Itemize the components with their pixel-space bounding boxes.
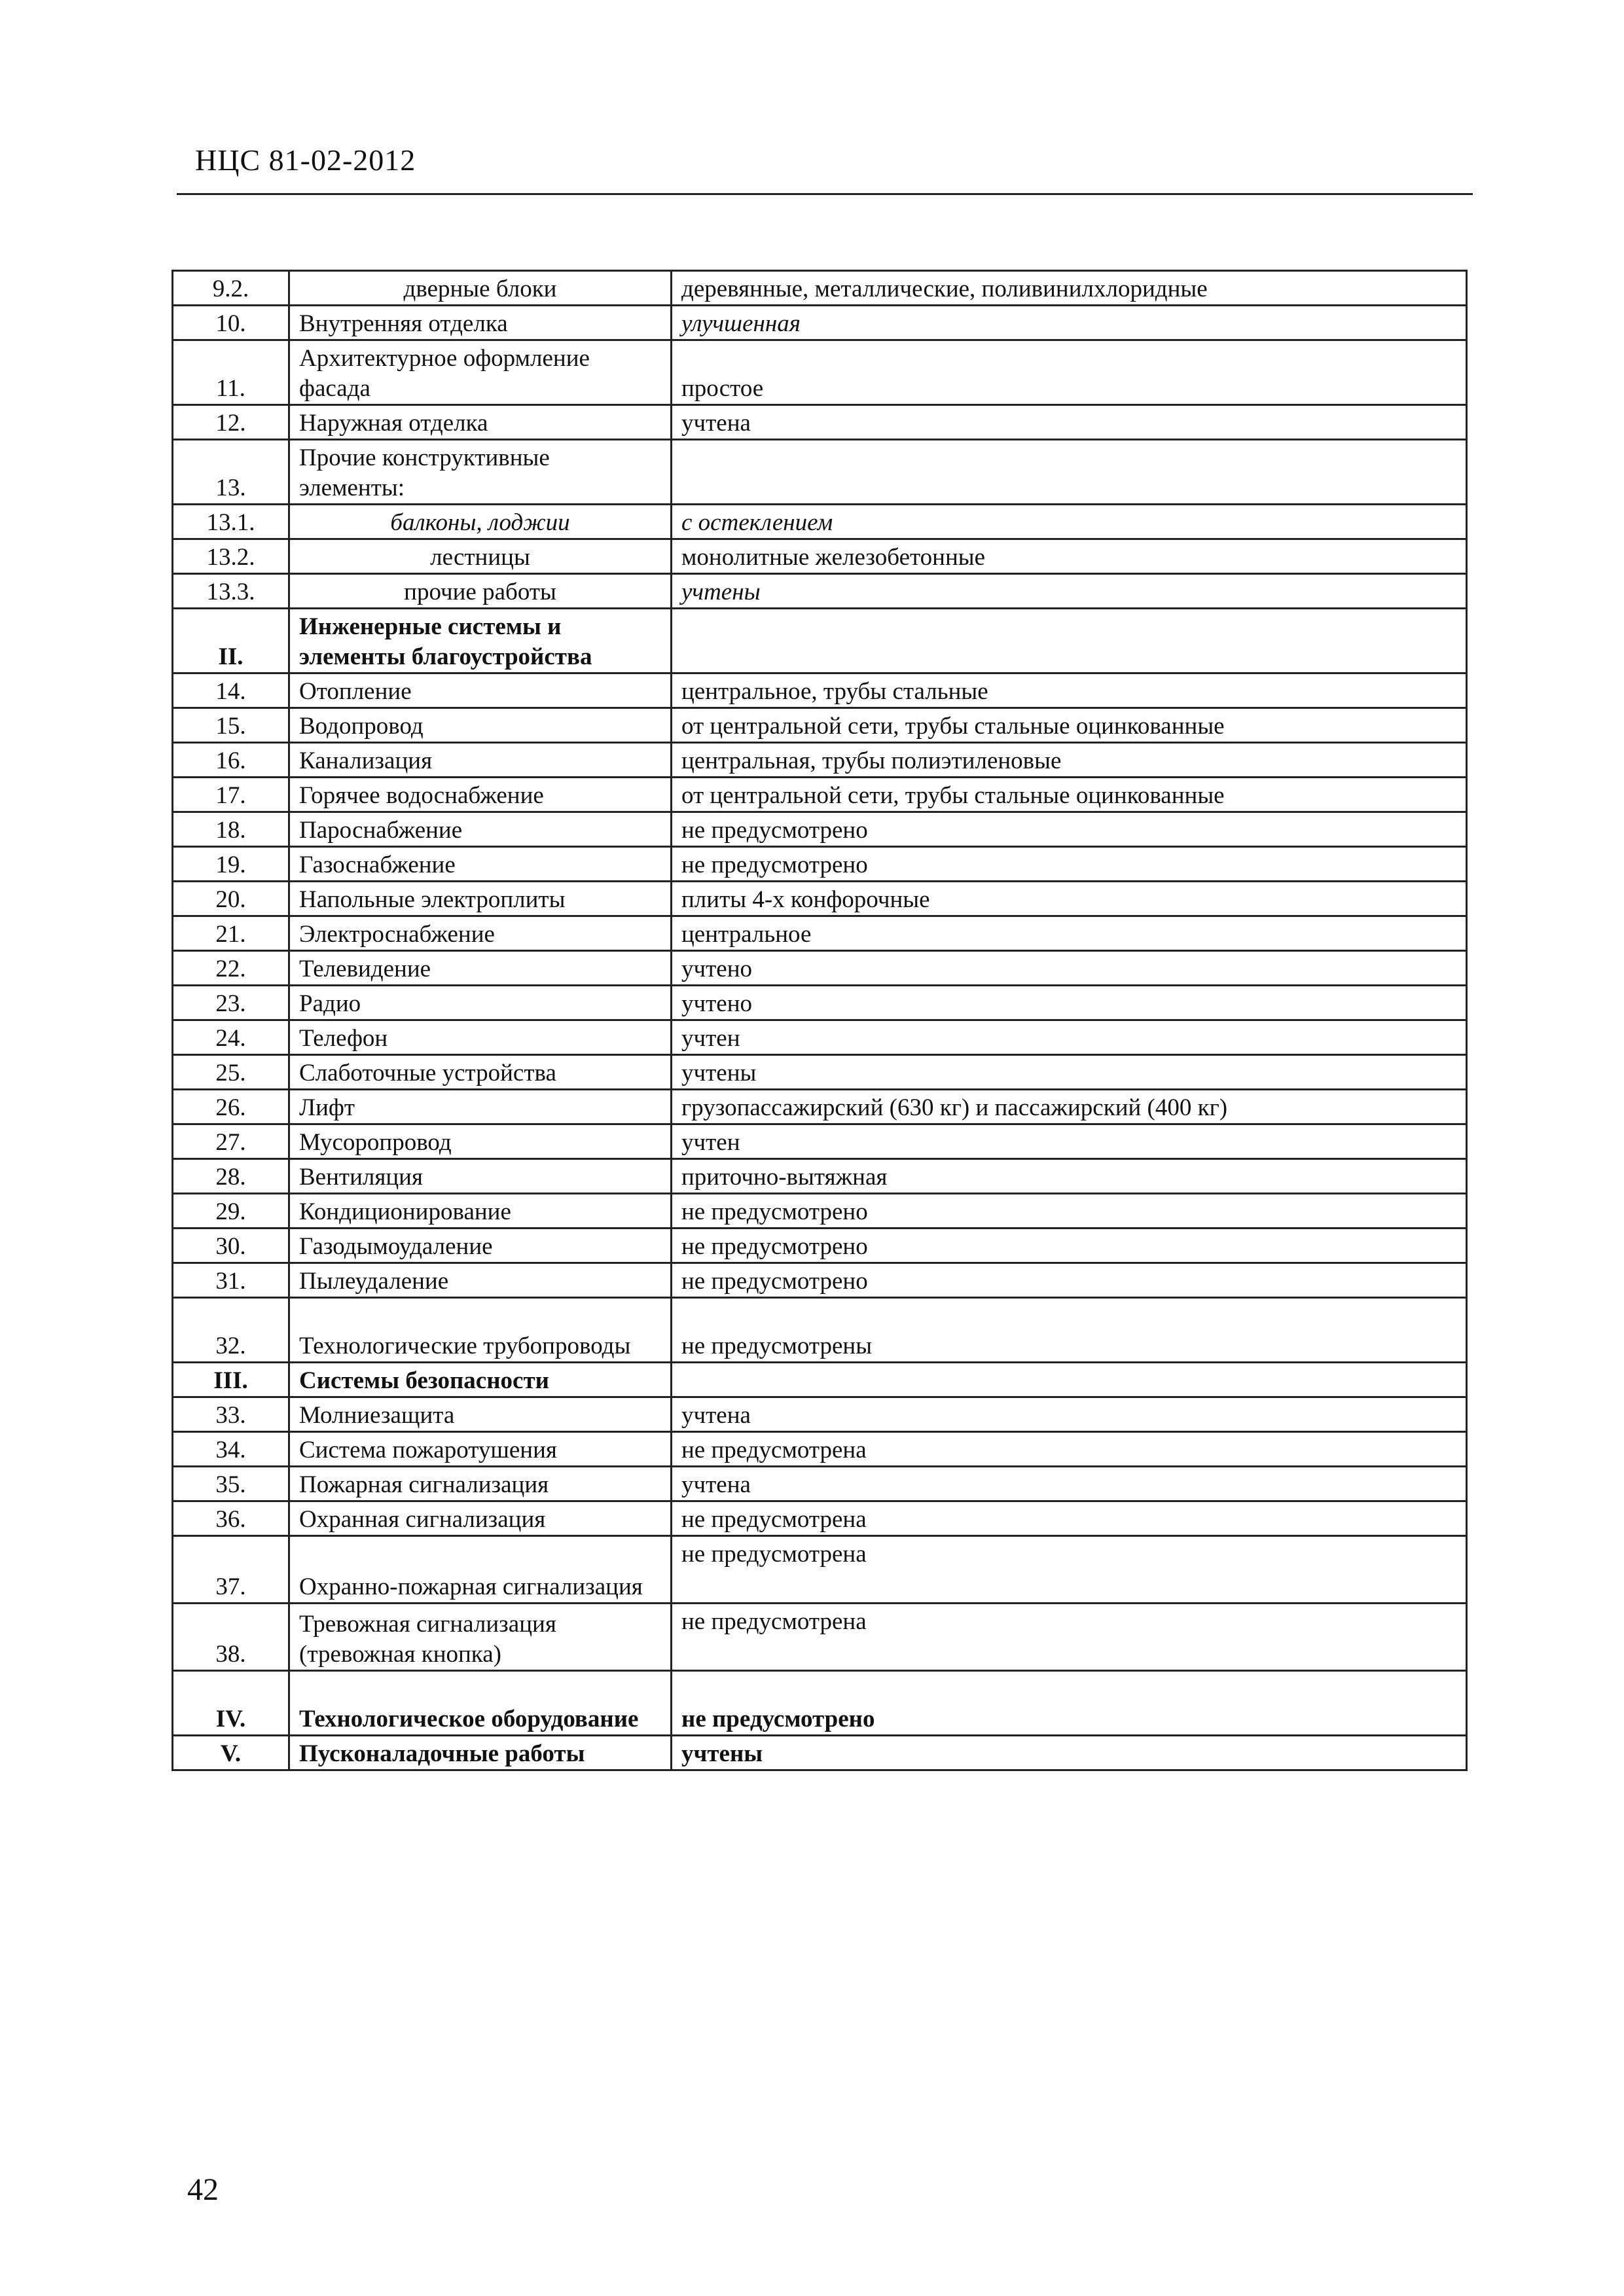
row-number: 27. xyxy=(173,1124,289,1159)
element-name: Радио xyxy=(289,986,672,1020)
element-name: Слаботочные устройства xyxy=(289,1055,672,1090)
table-row xyxy=(173,708,1467,743)
element-description: не предусмотрена xyxy=(672,1536,1467,1604)
element-description: не предусмотрены xyxy=(672,1298,1467,1363)
element-description: улучшенная xyxy=(672,306,1467,340)
row-number: 32. xyxy=(173,1298,289,1363)
row-number: 31. xyxy=(173,1263,289,1298)
page-number: 42 xyxy=(187,2172,219,2207)
table-row xyxy=(173,847,1467,882)
table-row xyxy=(173,986,1467,1020)
element-description: не предусмотрено xyxy=(672,1263,1467,1298)
element-name: Отопление xyxy=(289,673,672,708)
element-name: Мусоропровод xyxy=(289,1124,672,1159)
element-description: учтен xyxy=(672,1020,1467,1055)
element-description: учтена xyxy=(672,1397,1467,1432)
table-row xyxy=(173,505,1467,539)
table-row xyxy=(173,1604,1467,1671)
element-description: деревянные, металлические, поливинилхлоридные xyxy=(672,271,1467,306)
row-number: 13.1. xyxy=(173,505,289,539)
element-description xyxy=(672,1363,1467,1397)
row-number: 30. xyxy=(173,1229,289,1263)
element-description: простое xyxy=(672,340,1467,405)
row-number: 20. xyxy=(173,882,289,916)
table-row xyxy=(173,1055,1467,1090)
table-row xyxy=(173,1736,1467,1770)
row-number: III. xyxy=(173,1363,289,1397)
row-number: 15. xyxy=(173,708,289,743)
table-row xyxy=(173,1263,1467,1298)
table-row xyxy=(173,882,1467,916)
element-name: Пусконаладочные работы xyxy=(289,1736,672,1770)
element-name: Внутренняя отделка xyxy=(289,306,672,340)
row-number: 19. xyxy=(173,847,289,882)
table-row xyxy=(173,405,1467,440)
row-number: 36. xyxy=(173,1501,289,1536)
table-row xyxy=(173,574,1467,609)
element-name: Система пожаротушения xyxy=(289,1432,672,1467)
table-row xyxy=(173,1432,1467,1467)
table-row xyxy=(173,1090,1467,1124)
table-row xyxy=(173,916,1467,951)
element-name: Архитектурное оформление фасада xyxy=(289,340,672,405)
element-name: Технологическое оборудование xyxy=(289,1671,672,1736)
row-number: 24. xyxy=(173,1020,289,1055)
table-row xyxy=(173,1124,1467,1159)
table-row xyxy=(173,1671,1467,1736)
element-name: Горячее водоснабжение xyxy=(289,778,672,812)
element-name: прочие работы xyxy=(289,574,672,609)
table-row xyxy=(173,340,1467,405)
element-description: учтены xyxy=(672,1736,1467,1770)
table-row xyxy=(173,1501,1467,1536)
table-row xyxy=(173,743,1467,778)
table-row xyxy=(173,1020,1467,1055)
element-description: монолитные железобетонные xyxy=(672,539,1467,574)
table-row xyxy=(173,778,1467,812)
specification-table-body xyxy=(173,271,1467,1770)
element-description: не предусмотрена xyxy=(672,1432,1467,1467)
element-name: Телевидение xyxy=(289,951,672,986)
element-description: не предусмотрено xyxy=(672,1229,1467,1263)
row-number: 13.3. xyxy=(173,574,289,609)
element-name: Газоснабжение xyxy=(289,847,672,882)
row-number: 25. xyxy=(173,1055,289,1090)
row-number: 34. xyxy=(173,1432,289,1467)
element-name: Охранно-пожарная сигнализация xyxy=(289,1536,672,1604)
element-name: Инженерные системы и элементы благоустройства xyxy=(289,609,672,673)
element-description: не предусмотрено xyxy=(672,1194,1467,1229)
element-name: Вентиляция xyxy=(289,1159,672,1194)
element-description: учтена xyxy=(672,1467,1467,1501)
element-description: учтены xyxy=(672,574,1467,609)
row-number: 35. xyxy=(173,1467,289,1501)
row-number: 18. xyxy=(173,812,289,847)
row-number: 21. xyxy=(173,916,289,951)
element-description xyxy=(672,440,1467,505)
element-name: Пароснабжение xyxy=(289,812,672,847)
element-description: учтены xyxy=(672,1055,1467,1090)
table-row xyxy=(173,271,1467,306)
row-number: 38. xyxy=(173,1604,289,1671)
element-description: не предусмотрено xyxy=(672,847,1467,882)
table-row xyxy=(173,306,1467,340)
row-number: 22. xyxy=(173,951,289,986)
row-number: 12. xyxy=(173,405,289,440)
element-description: плиты 4-х конфорочные xyxy=(672,882,1467,916)
table-row xyxy=(173,539,1467,574)
row-number: 13.2. xyxy=(173,539,289,574)
element-name: Охранная сигнализация xyxy=(289,1501,672,1536)
table-row xyxy=(173,1229,1467,1263)
element-description: центральное xyxy=(672,916,1467,951)
element-name: лестницы xyxy=(289,539,672,574)
element-name: Телефон xyxy=(289,1020,672,1055)
row-number: 14. xyxy=(173,673,289,708)
element-name: Напольные электроплиты xyxy=(289,882,672,916)
table-row xyxy=(173,1194,1467,1229)
element-description: с остеклением xyxy=(672,505,1467,539)
document-code: НЦС 81-02-2012 xyxy=(195,143,416,177)
element-name: Наружная отделка xyxy=(289,405,672,440)
row-number: 16. xyxy=(173,743,289,778)
row-number: 33. xyxy=(173,1397,289,1432)
element-name: Тревожная сигнализация (тревожная кнопка) xyxy=(289,1604,672,1671)
row-number: 17. xyxy=(173,778,289,812)
row-number: IV. xyxy=(173,1671,289,1736)
element-name: Лифт xyxy=(289,1090,672,1124)
table-row xyxy=(173,1397,1467,1432)
element-name: Пожарная сигнализация xyxy=(289,1467,672,1501)
element-description: приточно-вытяжная xyxy=(672,1159,1467,1194)
table-row xyxy=(173,951,1467,986)
element-description: не предусмотрено xyxy=(672,812,1467,847)
row-number: V. xyxy=(173,1736,289,1770)
row-number: 11. xyxy=(173,340,289,405)
element-description xyxy=(672,609,1467,673)
table-row xyxy=(173,609,1467,673)
row-number: 10. xyxy=(173,306,289,340)
row-number: II. xyxy=(173,609,289,673)
element-name: Молниезащита xyxy=(289,1397,672,1432)
element-description: грузопассажирский (630 кг) и пассажирский (400 кг) xyxy=(672,1090,1467,1124)
table-row xyxy=(173,1363,1467,1397)
element-name: Кондиционирование xyxy=(289,1194,672,1229)
row-number: 28. xyxy=(173,1159,289,1194)
header-divider xyxy=(177,193,1473,195)
row-number: 26. xyxy=(173,1090,289,1124)
element-name: Системы безопасности xyxy=(289,1363,672,1397)
element-name: Технологические трубопроводы xyxy=(289,1298,672,1363)
row-number: 13. xyxy=(173,440,289,505)
element-description: от центральной сети, трубы стальные оцинкованные xyxy=(672,778,1467,812)
element-name: Пылеудаление xyxy=(289,1263,672,1298)
element-name: балконы, лоджии xyxy=(289,505,672,539)
element-name: Водопровод xyxy=(289,708,672,743)
element-description: центральное, трубы стальные xyxy=(672,673,1467,708)
element-name: Газодымоудаление xyxy=(289,1229,672,1263)
table-row xyxy=(173,1536,1467,1604)
element-name: Канализация xyxy=(289,743,672,778)
specification-table xyxy=(171,270,1468,1771)
table-row xyxy=(173,1467,1467,1501)
table-row xyxy=(173,1159,1467,1194)
element-description: центральная, трубы полиэтиленовые xyxy=(672,743,1467,778)
element-name: дверные блоки xyxy=(289,271,672,306)
row-number: 37. xyxy=(173,1536,289,1604)
element-description: учтено xyxy=(672,951,1467,986)
table-row xyxy=(173,673,1467,708)
element-description: учтена xyxy=(672,405,1467,440)
element-description: не предусмотрено xyxy=(672,1671,1467,1736)
row-number: 29. xyxy=(173,1194,289,1229)
element-name: Прочие конструктивные элементы: xyxy=(289,440,672,505)
element-description: учтено xyxy=(672,986,1467,1020)
element-description: не предусмотрена xyxy=(672,1501,1467,1536)
element-name: Электроснабжение xyxy=(289,916,672,951)
row-number: 9.2. xyxy=(173,271,289,306)
element-description: учтен xyxy=(672,1124,1467,1159)
element-description: не предусмотрена xyxy=(672,1604,1467,1671)
row-number: 23. xyxy=(173,986,289,1020)
table-row xyxy=(173,440,1467,505)
element-description: от центральной сети, трубы стальные оцинкованные xyxy=(672,708,1467,743)
table-row xyxy=(173,1298,1467,1363)
table-row xyxy=(173,812,1467,847)
